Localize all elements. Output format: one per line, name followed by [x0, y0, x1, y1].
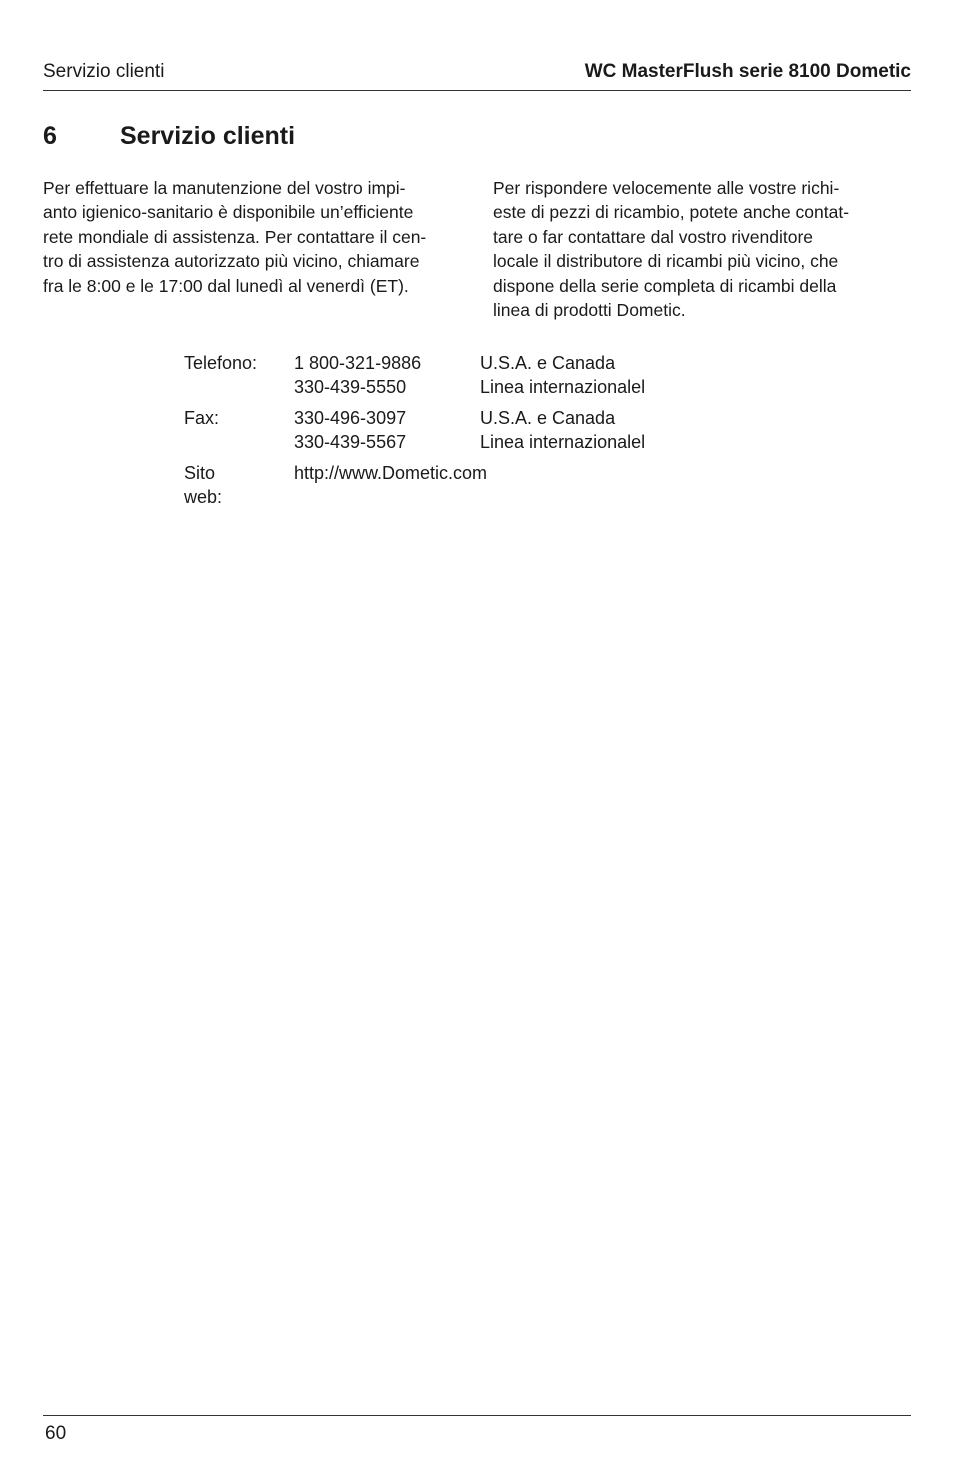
fax-number: 330-496-3097 [294, 408, 407, 428]
web-label: Sito web: [184, 463, 223, 507]
page-header [43, 58, 911, 91]
text-line: tro di assistenza autorizzato più vicino, chiamare [43, 251, 420, 272]
text-line: anto igienico-sanitario è disponibile un’efficiente [43, 202, 414, 223]
section-title: Servizio clienti [120, 122, 296, 150]
phone-number: 1 800-321-9886 [294, 353, 422, 373]
text-line: fra le 8:00 e le 17:00 dal lunedì al venerdì (ET). [43, 275, 409, 296]
text-line: linea di prodotti Dometic. [493, 300, 686, 321]
phone-region: U.S.A. e Canada [480, 353, 616, 373]
text-line: locale il distributore di ricambi più vicino, che [493, 251, 839, 272]
text-line: rete mondiale di assistenza. Per contattare il cen- [43, 226, 427, 247]
phone-label: Telefono: [184, 353, 258, 373]
header-product-name: WC MasterFlush serie 8100 Dometic [584, 61, 911, 82]
text-line: tare o far contattare dal vostro rivenditore [493, 226, 814, 247]
fax-number: 330-439-5567 [294, 432, 407, 452]
section-heading [43, 122, 295, 151]
text-line: Per rispondere velocemente alle vostre richi- [493, 178, 840, 198]
fax-label: Fax: [184, 408, 220, 428]
phone-number: 330-439-5550 [294, 377, 407, 397]
header-section-name: Servizio clienti [43, 61, 165, 82]
fax-region: Linea internazionalel [480, 432, 646, 452]
body-column-left [43, 176, 468, 298]
text-line: Per effettuare la manutenzione del vostro impi- [43, 178, 406, 198]
section-number: 6 [43, 122, 57, 150]
body-column-right [493, 176, 893, 322]
fax-region: U.S.A. e Canada [480, 408, 616, 428]
text-line: dispone della serie completa di ricambi della [493, 275, 837, 296]
text-line: este di pezzi di ricambio, potete anche contat- [493, 202, 850, 223]
page-footer [43, 1415, 911, 1444]
phone-region: Linea internazionalel [480, 377, 646, 397]
page-number: 60 [45, 1423, 67, 1444]
web-url: http://www.Dometic.com [294, 463, 488, 483]
